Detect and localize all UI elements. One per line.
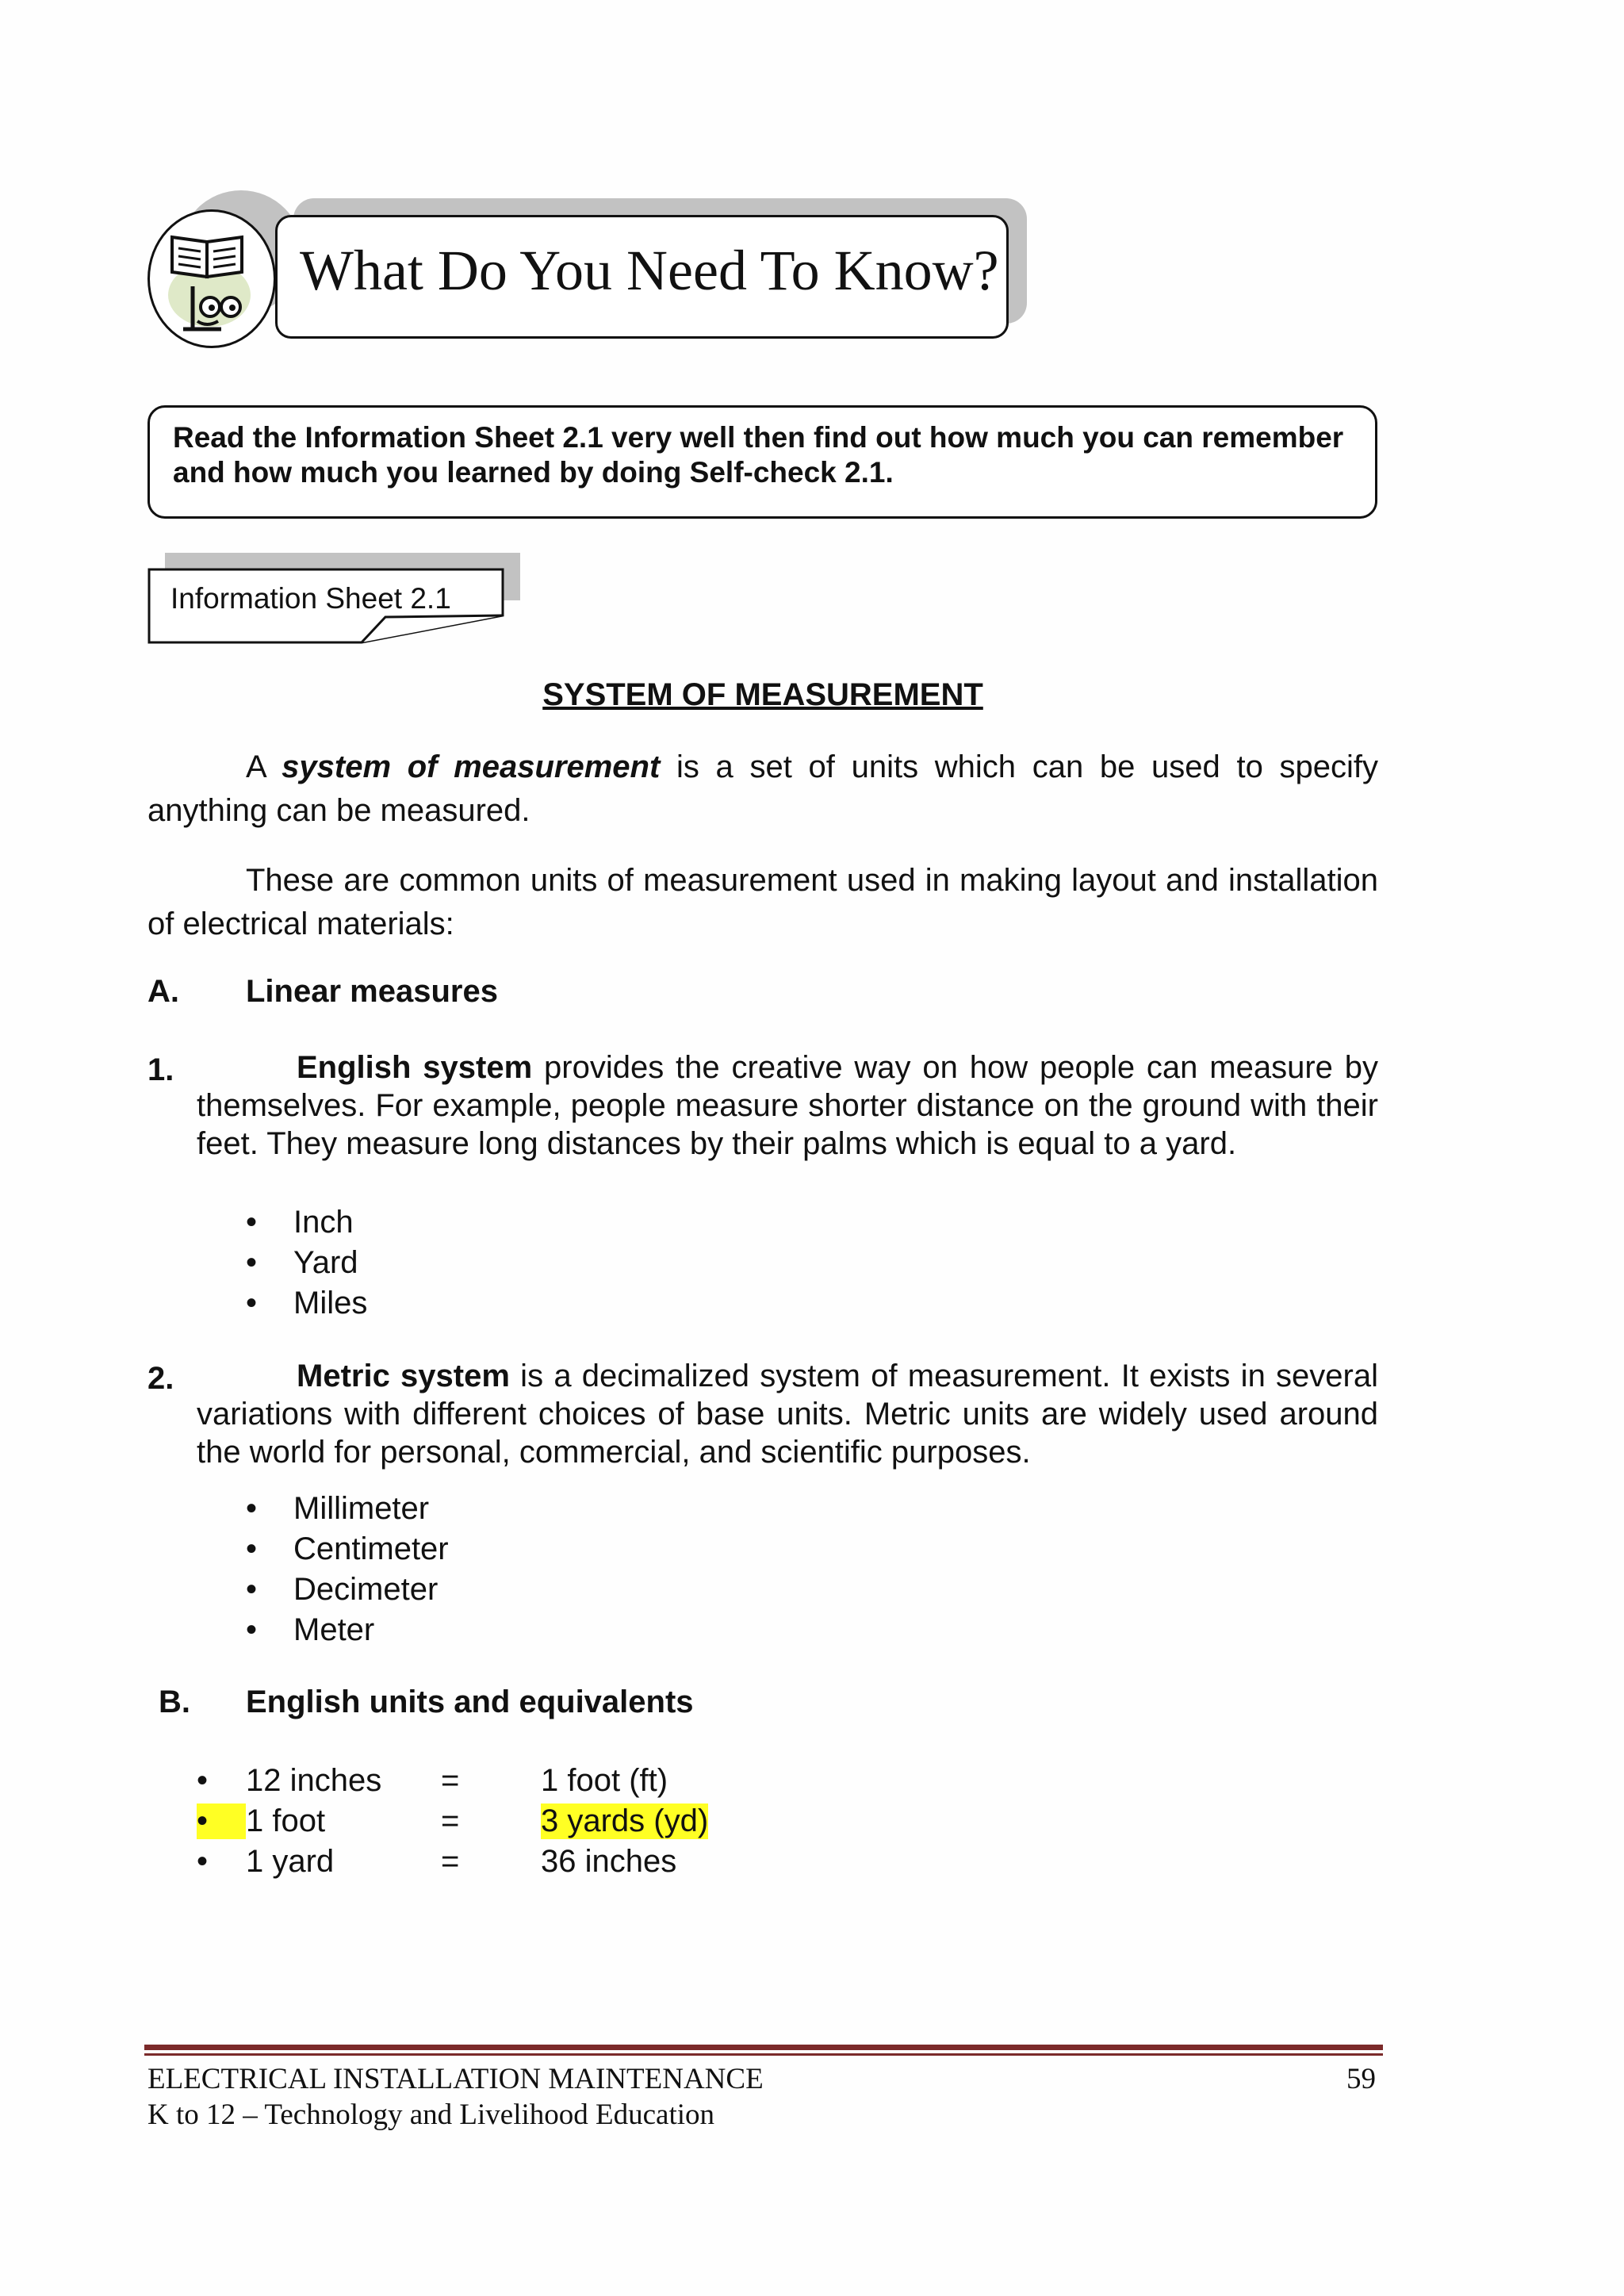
- book-and-reader-icon: [166, 228, 261, 335]
- page-number: 59: [1346, 2063, 1376, 2095]
- page-title: What Do You Need To Know?: [300, 239, 999, 302]
- item-2-number: 2.: [147, 1361, 174, 1396]
- intro-paragraph: [147, 746, 1378, 833]
- section-title: SYSTEM OF MEASUREMENT: [542, 677, 983, 712]
- intro-paragraph-2: These are common units of measurement used in making layout and installation of electrical materials:: [147, 863, 1378, 941]
- equivalent-row: • 1 yard = 36 inches: [197, 1844, 677, 1879]
- footer-rule-thin: [144, 2053, 1383, 2056]
- item-1-paragraph: [197, 1048, 1378, 1163]
- section-a-heading: Linear measures: [246, 974, 498, 1009]
- section-b-letter: B.: [159, 1685, 190, 1719]
- item-2-paragraph: [197, 1357, 1378, 1471]
- icon-circle: [147, 209, 276, 348]
- equivalent-row-highlighted: • 1 foot = 3 yards (yd): [197, 1803, 709, 1838]
- instruction-text: Read the Information Sheet 2.1 very well then find out how much you can remember and how much you learned by doing Self-check 2.1.: [173, 421, 1344, 489]
- intro-prefix: A: [246, 749, 282, 784]
- item-2-text: is a decimalized system of measurement. It exists in several variations with different choices of base units. Metric units are widely used around the world for personal, commercial, and scientific purposes.: [197, 1359, 1379, 1470]
- item-1-number: 1.: [147, 1052, 174, 1087]
- footer-course: ELECTRICAL INSTALLATION MAINTENANCE: [147, 2063, 764, 2095]
- item-2-term: Metric system: [297, 1359, 510, 1393]
- section-b-heading: English units and equivalents: [246, 1685, 694, 1719]
- item-1-text: provides the creative way on how people can measure by themselves. For example, people measure shorter distance on the ground with their feet. They measure long distances by their palms which is equal to a yard.: [197, 1050, 1378, 1161]
- section-a-letter: A.: [147, 974, 179, 1009]
- highlighted-value: 3 yards (yd): [541, 1803, 709, 1838]
- footer-rule: [144, 2045, 1383, 2050]
- item-1-term: English system: [297, 1050, 533, 1085]
- footer-program: K to 12 – Technology and Livelihood Education: [147, 2099, 715, 2131]
- intro-term: system of measurement: [282, 749, 661, 784]
- equivalent-row: • 12 inches = 1 foot (ft): [197, 1763, 668, 1798]
- info-sheet-label: Information Sheet 2.1: [170, 582, 451, 615]
- intro-rest: is a set of units which can be used to specify anything can be measured.: [147, 749, 1379, 828]
